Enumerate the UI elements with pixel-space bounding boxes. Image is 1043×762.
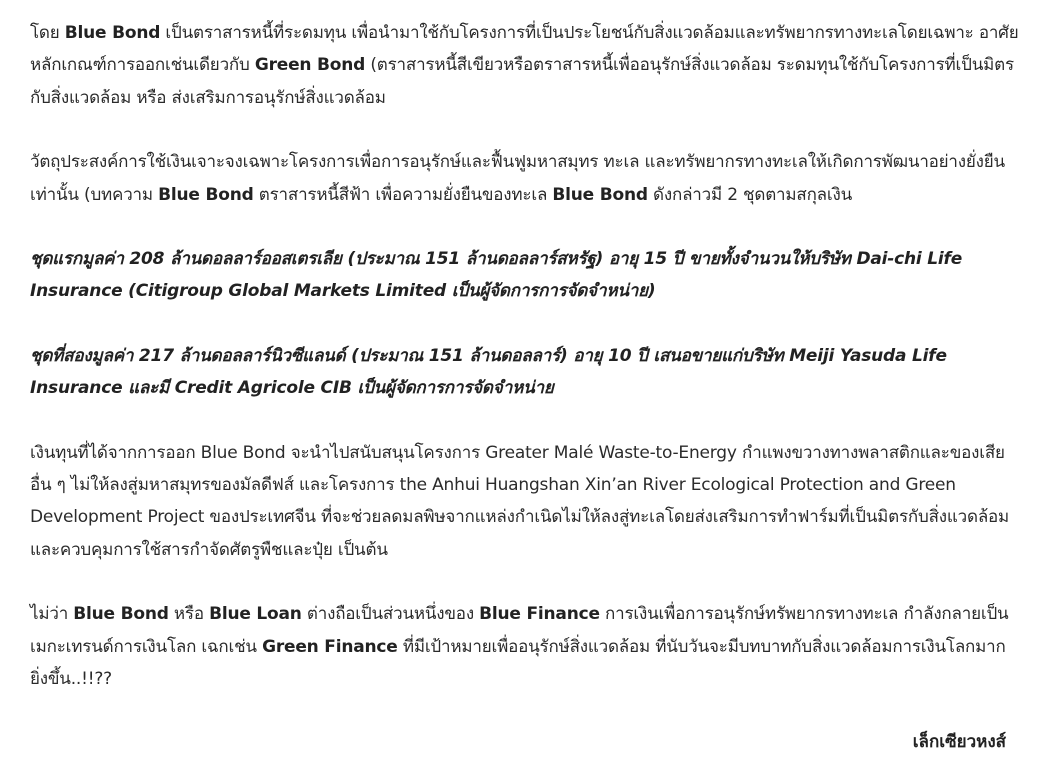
- bold-term: Blue Loan: [209, 604, 302, 625]
- text-run: ต่างถือเป็นส่วนหนึ่งของ: [301, 604, 480, 625]
- text-run: โดย: [30, 23, 65, 43]
- bold-term: Blue Bond: [552, 184, 648, 205]
- bold-term: Green Finance: [262, 636, 398, 657]
- text-run: ดังกล่าวมี 2 ชุดตามสกุลเงิน: [647, 184, 853, 205]
- text-run: (ตราสารหนี้สีเขียวหรือตราสารหนี้เพื่ออนุรักษ์สิ่งแวดล้อม ระดมทุนใช้กับโครงการที่เป็นมิตรกับสิ่งแวดล้อม หรือ ส่งเสริมการอนุรักษ์สิ่งแวดล้อม: [30, 55, 1014, 108]
- text-run: วัตถุประสงค์การใช้เงินเจาะจงเฉพาะโครงการเพื่อการอนุรักษ์และฟื้นฟูมหาสมุทร ทะเล และทรัพยากรทางทะเลให้เกิดการพัฒนาอย่างยั่งยืนเท่านั้น (บทความ: [30, 152, 1005, 205]
- author-signature: เล็กเซียวหงส์: [912, 732, 1006, 752]
- bold-term: Blue Bond: [158, 184, 254, 205]
- bold-term: Blue Bond: [64, 23, 161, 43]
- paragraph-second-series: ชุดที่สองมูลค่า 217 ล้านดอลลาร์นิวซีแลนด์ (ประมาณ 151 ล้านดอลลาร์) อายุ 10 ปี เสนอขายแก่บริษัท Meiji Yasuda Life Insurance และมี Credit Agricole CIB เป็นผู้จัดการการจัดจำหน่าย: [30, 345, 947, 399]
- paragraph-first-series: ชุดแรกมูลค่า 208 ล้านดอลลาร์ออสเตรเลีย (ประมาณ 151 ล้านดอลลาร์สหรัฐ) อายุ 15 ปี ขายทั้งจำนวนให้บริษัท Dai-chi Life Insurance (Citigroup Global Markets Limited เป็นผู้จัดการการจัดจำหน่าย): [30, 249, 963, 302]
- paragraph-fund-usage: เงินทุนที่ได้จากการออก Blue Bond จะนำไปสนับสนุนโครงการ Greater Malé Waste-to-Energy กำแพงขวางทางพลาสติกและของเสียอื่น ๆ ไม่ให้ลงสู่มหาสมุทรของมัลดีฟส์ และโครงการ the Anhui Huangshan Xin’an River Ecological Protection and Green Development Project ของประเทศจีน ที่จะช่วยลดมลพิษจากแหล่งกำเนิดไม่ให้ลงสู่ทะเลโดยส่งเสริมการทำฟาร์มที่เป็นมิตรกับสิ่งแวดล้อมและควบคุมการใช้สารกำจัดศัตรูพืชและปุ๋ย เป็นต้น: [30, 442, 1010, 560]
- text-run: หรือ: [168, 604, 210, 625]
- text-run: การเงินเพื่อการอนุรักษ์ทรัพยากรทางทะเล กำลังกลายเป็นเมกะเทรนด์การเงินโลก เฉกเช่น: [30, 604, 1009, 657]
- bold-term: Blue Finance: [479, 604, 600, 625]
- paragraph-blue-bond-definition: [30, 17, 1020, 114]
- text-run: ไม่ว่า: [30, 604, 74, 625]
- paragraph-purpose: [30, 146, 1020, 211]
- paragraph-conclusion: [30, 598, 1020, 695]
- bold-term: Green Bond: [254, 55, 366, 76]
- text-run: ตราสารหนี้สีฟ้า เพื่อความยั่งยืนของทะเล: [253, 184, 553, 205]
- text-run: เป็นตราสารหนี้ที่ระดมทุน เพื่อนำมาใช้กับโครงการที่เป็นประโยชน์กับสิ่งแวดล้อมและทรัพยากรทางทะเลโดยเฉพาะ อาศัยหลักเกณฑ์การออกเช่นเดียวกับ: [30, 23, 1019, 76]
- bold-term: Blue Bond: [73, 604, 169, 625]
- article-body: [30, 17, 1020, 696]
- text-run: ที่มีเป้าหมายเพื่ออนุรักษ์สิ่งแวดล้อม ที่นับวันจะมีบทบาทกับสิ่งแวดล้อมการเงินโลกมากยิ่งขึ้น..!!??: [30, 636, 1006, 690]
